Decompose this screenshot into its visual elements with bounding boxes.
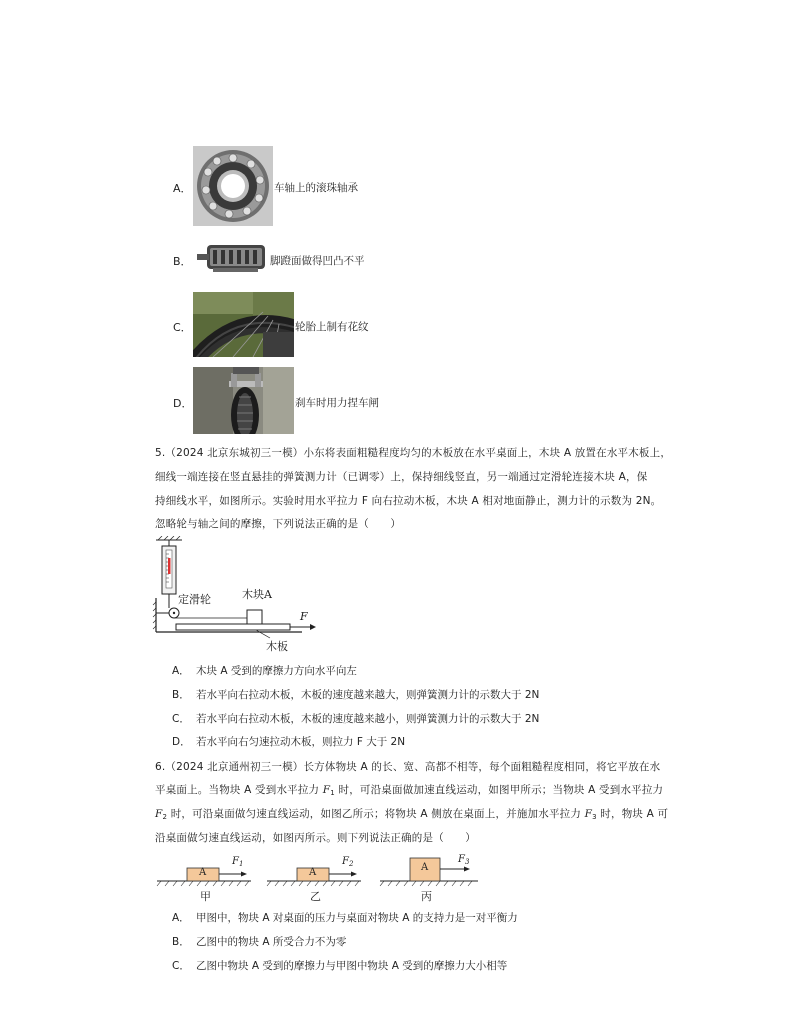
q6-line-2: 平桌面上。当物块 A 受到水平拉力 $F_1$ 时，可沿桌面做加速直线运动，如图甲所示；当物块 A 受到水平拉力 [155, 784, 664, 797]
q6-block-jia: A [199, 867, 207, 878]
q5-line-4: 忽略轮与轴之间的摩擦，下列说法正确的是（ ） [155, 518, 402, 530]
option-d-letter: D． [173, 397, 193, 410]
q5-choice-b: B． 若水平向右拉动木板，木板的速度越来越大，则弹簧测力计的示数大于 2N [172, 689, 540, 701]
q6-line-1: 6.（2024 北京通州初三一模）长方体物块 A 的长、宽、高都不相等，每个面粗糙程度相同，将它平放在水 [155, 761, 661, 773]
q5-choice-c: C． 若水平向右拉动木板，木板的速度越来越小，则弹簧测力计的示数大于 2N [172, 713, 540, 725]
option-a-text: 车轴上的滚珠轴承 [274, 182, 358, 194]
q6-force-yi: $F_2$ [342, 856, 354, 868]
bike-pedal-photo [195, 241, 270, 276]
q6-caption-bing: 丙 [421, 890, 432, 903]
q5-choice-a: A． 木块 A 受到的摩擦力方向水平向左 [172, 665, 357, 677]
option-d-text: 刹车时用力捏车闸 [295, 397, 379, 409]
pulley-label: 定滑轮 [178, 593, 211, 606]
option-c-text: 轮胎上制有花纹 [295, 321, 369, 333]
q6-line-3: $F_2$ 时，可沿桌面做匀速直线运动，如图乙所示；将物块 A 侧放在桌面上，并施加水平拉力 $F_3$ 时，物块 A 可 [155, 808, 669, 821]
option-b-text: 脚蹬面做得凹凸不平 [270, 255, 365, 267]
q6-choice-a: A． 甲图中，物块 A 对桌面的压力与桌面对物块 A 的支持力是一对平衡力 [172, 912, 518, 924]
q5-figure [152, 536, 322, 654]
q6-choice-c: C． 乙图中物块 A 受到的摩擦力与甲图中物块 A 受到的摩擦力大小相等 [172, 960, 508, 972]
q6-block-yi: A [309, 867, 317, 878]
q5-line-1: 5.（2024 北京东城初三一模）小东将表面粗糙程度均匀的木板放在水平桌面上，木块 A 放置在水平木板上， [155, 447, 672, 459]
q6-force-jia: $F_1$ [232, 856, 244, 868]
q6-block-bing: A [421, 862, 429, 873]
q6-force-bing: $F_3$ [458, 854, 470, 866]
tire-tread-photo [193, 292, 294, 357]
option-c-letter: C． [173, 321, 192, 334]
block-label: 木块A [242, 588, 272, 601]
board-label: 木板 [266, 640, 288, 653]
q6-caption-yi: 乙 [310, 890, 321, 903]
q6-figure-bing [378, 853, 483, 901]
q6-caption-jia: 甲 [200, 890, 211, 903]
q6-line-4: 沿桌面做匀速直线运动，如图丙所示。则下列说法正确的是（ ） [155, 832, 476, 844]
ball-bearing-photo [193, 146, 273, 226]
q5-choice-d: D． 若水平向右匀速拉动木板，则拉力 F 大于 2N [172, 736, 406, 748]
q5-line-2: 细线一端连接在竖直悬挂的弹簧测力计（已调零）上，保持细线竖直，另一端通过定滑轮连接木块 A，保 [155, 471, 648, 483]
brake-photo [193, 367, 294, 434]
q6-figure-jia [155, 853, 255, 901]
q6-figure-yi [265, 853, 365, 901]
q5-line-3: 持细线水平，如图所示。实验时用水平拉力 F 向右拉动木板，木块 A 相对地面静止，测力计的示数为 2N。 [155, 495, 662, 507]
option-a-letter: A． [173, 182, 192, 195]
option-b-letter: B． [173, 255, 192, 268]
force-label: F [300, 610, 308, 623]
q6-choice-b: B． 乙图中的物块 A 所受合力不为零 [172, 936, 347, 948]
